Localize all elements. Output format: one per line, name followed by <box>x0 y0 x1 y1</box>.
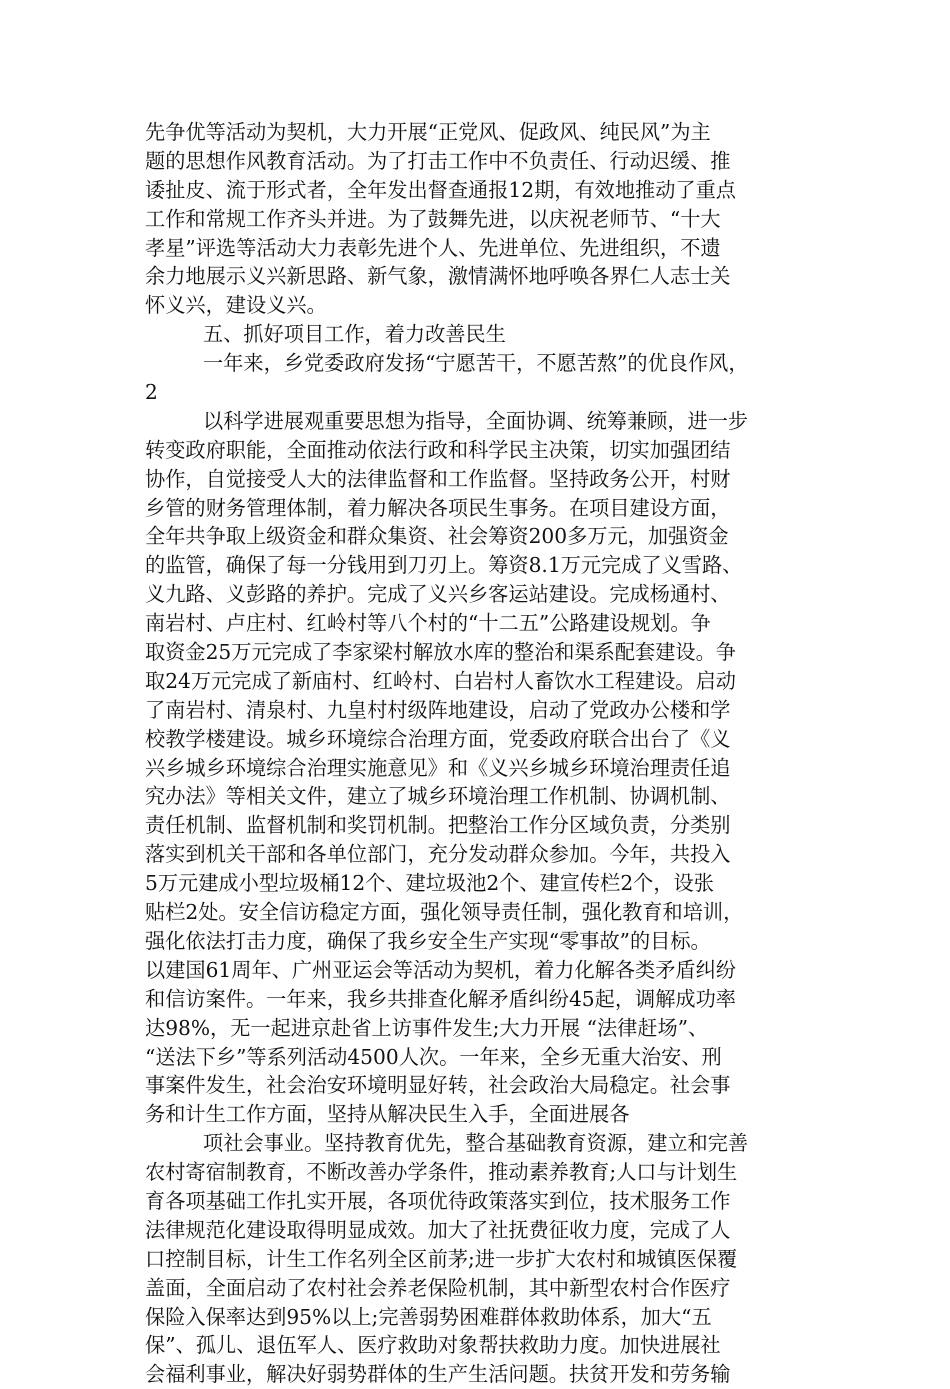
text-line: 责任机制、监督机制和奖罚机制。把整治工作分区域负责，分类别 <box>145 813 731 838</box>
text-line: 事案件发生，社会治安环境明显好转，社会政治大局稳定。社会事 <box>145 1073 731 1098</box>
text-line: 贴栏2处。安全信访稳定方面，强化领导责任制，强化教育和培训， <box>145 900 744 925</box>
text-line: 怀义兴，建设义兴。 <box>145 293 327 318</box>
text-line: 和信访案件。一年来，我乡共排查化解矛盾纠纷45起，调解成功率 <box>145 986 736 1011</box>
text-line: “送法下乡”等系列活动4500人次。一年来，全乡无重大治安、刑 <box>145 1044 722 1069</box>
text-line: 转变政府职能，全面推动依法行政和科学民主决策，切实加强团结 <box>145 437 731 462</box>
text-line: 项社会事业。坚持教育优先，整合基础教育资源，建立和完善 <box>203 1131 749 1156</box>
text-line: 题的思想作风教育活动。为了打击工作中不负责任、行动迟缓、推 <box>145 148 731 173</box>
text-line: 以建国61周年、广州亚运会等活动为契机，着力化解各类矛盾纠纷 <box>145 957 736 982</box>
text-line: 全年共争取上级资金和群众集资、社会筹资200多万元，加强资金 <box>145 524 729 549</box>
text-line: 诿扯皮、流于形式者，全年发出督查通报12期，有效地推动了重点 <box>145 177 736 202</box>
text-line: 落实到机关干部和各单位部门，充分发动群众参加。今年，共投入 <box>145 842 731 867</box>
text-line: 南岩村、卢庄村、红岭村等八个村的“十二五”公路建设规划。争 <box>145 611 711 636</box>
document-body <box>145 118 813 1389</box>
text-line: 育各项基础工作扎实开展，各项优待政策落实到位，技术服务工作 <box>145 1188 731 1213</box>
text-line: 2 <box>145 380 158 405</box>
text-line: 工作和常规工作齐头并进。为了鼓舞先进，以庆祝老师节、“十大 <box>145 206 721 231</box>
text-line: 盖面，全面启动了农村社会养老保险机制，其中新型农村合作医疗 <box>145 1275 731 1300</box>
text-line: 以科学进展观重要思想为指导，全面协调、统筹兼顾，进一步 <box>203 408 749 433</box>
text-line: 强化依法打击力度，确保了我乡安全生产实现“零事故”的目标。 <box>145 928 711 953</box>
text-line: 的监管，确保了每一分钱用到刀刃上。筹资8.1万元完成了义雪路、 <box>145 553 743 578</box>
text-line: 了南岩村、清泉村、九皇村村级阵地建设，启动了党政办公楼和学 <box>145 697 731 722</box>
text-line: 兴乡城乡环境综合治理实施意见》和《义兴乡城乡环境治理责任追 <box>145 755 731 780</box>
text-line: 取24万元完成了新庙村、红岭村、白岩村人畜饮水工程建设。启动 <box>145 668 736 693</box>
text-line: 义九路、义彭路的养护。完成了义兴乡客运站建设。完成杨通村、 <box>145 582 731 607</box>
text-line: 究办法》等相关文件，建立了城乡环境治理工作机制、协调机制、 <box>145 784 731 809</box>
text-line: 一年来，乡党委政府发扬“宁愿苦干，不愿苦熬”的优良作风， <box>203 351 749 376</box>
text-line: 口控制目标，计生工作名列全区前茅;进一步扩大农村和城镇医保覆 <box>145 1246 738 1271</box>
text-line: 保险入保率达到95%以上;完善弱势困难群体救助体系，加大“五 <box>145 1304 712 1329</box>
text-line: 5万元建成小型垃圾桶12个、建垃圾池2个、建宣传栏2个，设张 <box>145 871 714 896</box>
text-line: 取资金25万元完成了李家梁村解放水库的整治和渠系配套建设。争 <box>145 640 736 665</box>
text-line: 保”、孤儿、退伍军人、医疗救助对象帮扶救助力度。加快进展社 <box>145 1333 721 1358</box>
text-line: 孝星”评选等活动大力表彰先进个人、先进单位、先进组织，不遗 <box>145 235 721 260</box>
text-line: 法律规范化建设取得明显成效。加大了社抚费征收力度，完成了人 <box>145 1217 731 1242</box>
text-line: 务和计生工作方面，坚持从解决民生入手，全面进展各 <box>145 1102 630 1127</box>
text-line: 先争优等活动为契机，大力开展“正党风、促政风、纯民风”为主 <box>145 120 711 144</box>
text-line: 五、抓好项目工作，着力改善民生 <box>203 322 506 347</box>
text-line: 校教学楼建设。城乡环境综合治理方面，党委政府联合出台了《义 <box>145 726 731 751</box>
text-line: 协作，自觉接受人大的法律监督和工作监督。坚持政务公开，村财 <box>145 466 731 491</box>
text-line: 乡管的财务管理体制，着力解决各项民生事务。在项目建设方面， <box>145 495 731 520</box>
text-line: 达98%，无一起进京赴省上访事件发生;大力开展 “法律赶场”、 <box>145 1015 709 1040</box>
text-line: 余力地展示义兴新思路、新气象，激情满怀地呼唤各界仁人志士关 <box>145 264 731 289</box>
text-line: 会福利事业，解决好弱势群体的生产生活问题。扶贫开发和劳务输 <box>145 1362 731 1387</box>
text-line: 农村寄宿制教育，不断改善办学条件，推动素养教育;人口与计划生 <box>145 1160 738 1185</box>
